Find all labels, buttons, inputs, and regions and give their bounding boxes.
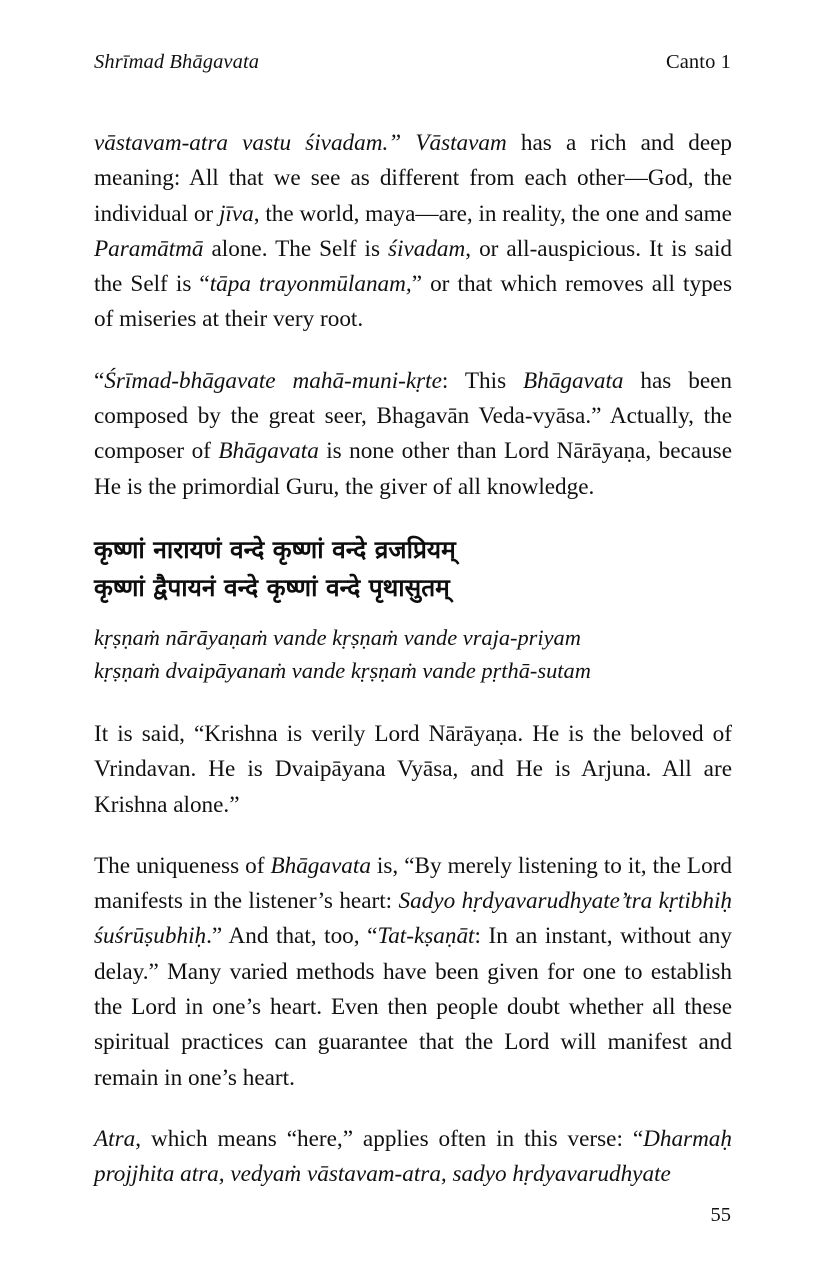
p2-open-quote: “ bbox=[94, 367, 105, 394]
p1-italic-jiva: jīva bbox=[218, 200, 254, 227]
p1-italic-paramatma: Paramātmā bbox=[94, 235, 204, 262]
p2-italic-bhagavata-1: Bhāgavata bbox=[523, 367, 624, 394]
running-head-book-title: Shrīmad Bhāgavata bbox=[94, 51, 260, 73]
p5-italic-atra: Atra bbox=[94, 1125, 136, 1152]
p4-text-3: .” And that, too, “ bbox=[206, 923, 378, 950]
p1-text-2: , the world, maya—are, in reality, the one and same bbox=[253, 200, 732, 227]
verse-transliteration-line-1: kṛṣṇaṁ nārāyaṇaṁ vande kṛṣṇaṁ vande vraja-priyam bbox=[94, 624, 581, 650]
p1-italic-vastavam: Vāstavam bbox=[415, 130, 507, 156]
p2-italic-bhagavata-2: Bhāgavata bbox=[218, 438, 319, 465]
running-head-canto: Canto 1 bbox=[665, 51, 731, 73]
verse-devanagari bbox=[94, 531, 732, 607]
p5-text-1: , which means “here,” applies often in this verse: “ bbox=[135, 1125, 644, 1152]
p1-text-3: alone. The Self is bbox=[203, 235, 388, 262]
p3-text: It is said, “Krishna is verily Lord Nārāyaṇa. He is the beloved of Vrindavan. He is Dvaipāyana Vyāsa, and He is Arjuna. All are Krishna alone.” bbox=[94, 720, 732, 818]
p4-italic-bhagavata: Bhāgavata bbox=[270, 852, 371, 879]
p1-text-4: , or all-auspicious. It is said the Self is “ bbox=[94, 235, 732, 298]
p1-text-5: ” or that which removes all types of miseries at their very root. bbox=[94, 271, 733, 333]
p4-text-4: : In an instant, without any delay.” Many varied methods have been given for one to establish the Lord in one’s heart. Even then people doubt whether all these spiritual practices can guarantee that the Lord will manifest and remain in one’s heart. bbox=[94, 923, 732, 1091]
p1-space-1 bbox=[401, 130, 415, 156]
verse-transliteration bbox=[94, 621, 732, 687]
verse-transliteration-line-2: kṛṣṇaṁ dvaipāyanaṁ vande kṛṣṇaṁ vande pṛthā-sutam bbox=[94, 657, 591, 683]
p4-text-2: is, “By merely listening to it, the Lord manifests in the listener’s heart: bbox=[94, 852, 732, 915]
page-number: 55 bbox=[710, 1204, 731, 1226]
body-text-block bbox=[94, 126, 732, 1219]
p1-text-1: has a rich and deep meaning: All that we see as different from each other—God, the individual or bbox=[94, 130, 733, 227]
p1-italic-tapa-trayonmulanam: tāpa trayonmūlanam, bbox=[209, 271, 412, 298]
p1-italic-quote-vastavam-atra: vāstavam-atra vastu śivadam.” bbox=[94, 130, 402, 156]
paragraph-2 bbox=[94, 364, 732, 505]
p2-text-2: has been composed by the great seer, Bhagavān Veda-vyāsa.” Actually, the composer of bbox=[94, 367, 733, 465]
p2-text-3: is none other than Lord Nārāyaṇa, because He is the primordial Guru, the giver of all knowledge. bbox=[94, 438, 732, 500]
running-head bbox=[94, 47, 731, 77]
p2-text-1: : This bbox=[441, 367, 524, 394]
p4-italic-tat-ksanat: Tat-kṣaṇāt bbox=[377, 923, 475, 950]
paragraph-3 bbox=[94, 717, 732, 823]
paragraph-1 bbox=[94, 126, 732, 338]
paragraph-4 bbox=[94, 849, 732, 1096]
p2-italic-srimad-bhagavate: Śrīmad-bhāgavate mahā-muni-kṛte bbox=[104, 367, 442, 394]
p1-italic-sivadam: śivadam bbox=[387, 235, 466, 262]
p4-text-1: The uniqueness of bbox=[94, 852, 271, 879]
verse-devanagari-line-2: कृष्णां द्वैपायनं वन्दे कृष्णां वन्दे पृथासुतम् bbox=[94, 572, 450, 602]
p4-italic-sadyo-hrdyavarudhyate: Sadyo hṛdyavarudhyate’tra kṛtibhiḥ śuśrūṣubhiḥ bbox=[94, 888, 732, 950]
p5-italic-dharmah-projjhita: Dharmaḥ projjhita atra, vedyaṁ vāstavam-atra, sadyo hṛdyavarudhyate bbox=[94, 1125, 732, 1188]
verse-devanagari-line-1: कृष्णां नारायणं वन्दे कृष्णां वन्दे व्रजप्रियम् bbox=[94, 534, 456, 564]
paragraph-5 bbox=[94, 1122, 732, 1193]
